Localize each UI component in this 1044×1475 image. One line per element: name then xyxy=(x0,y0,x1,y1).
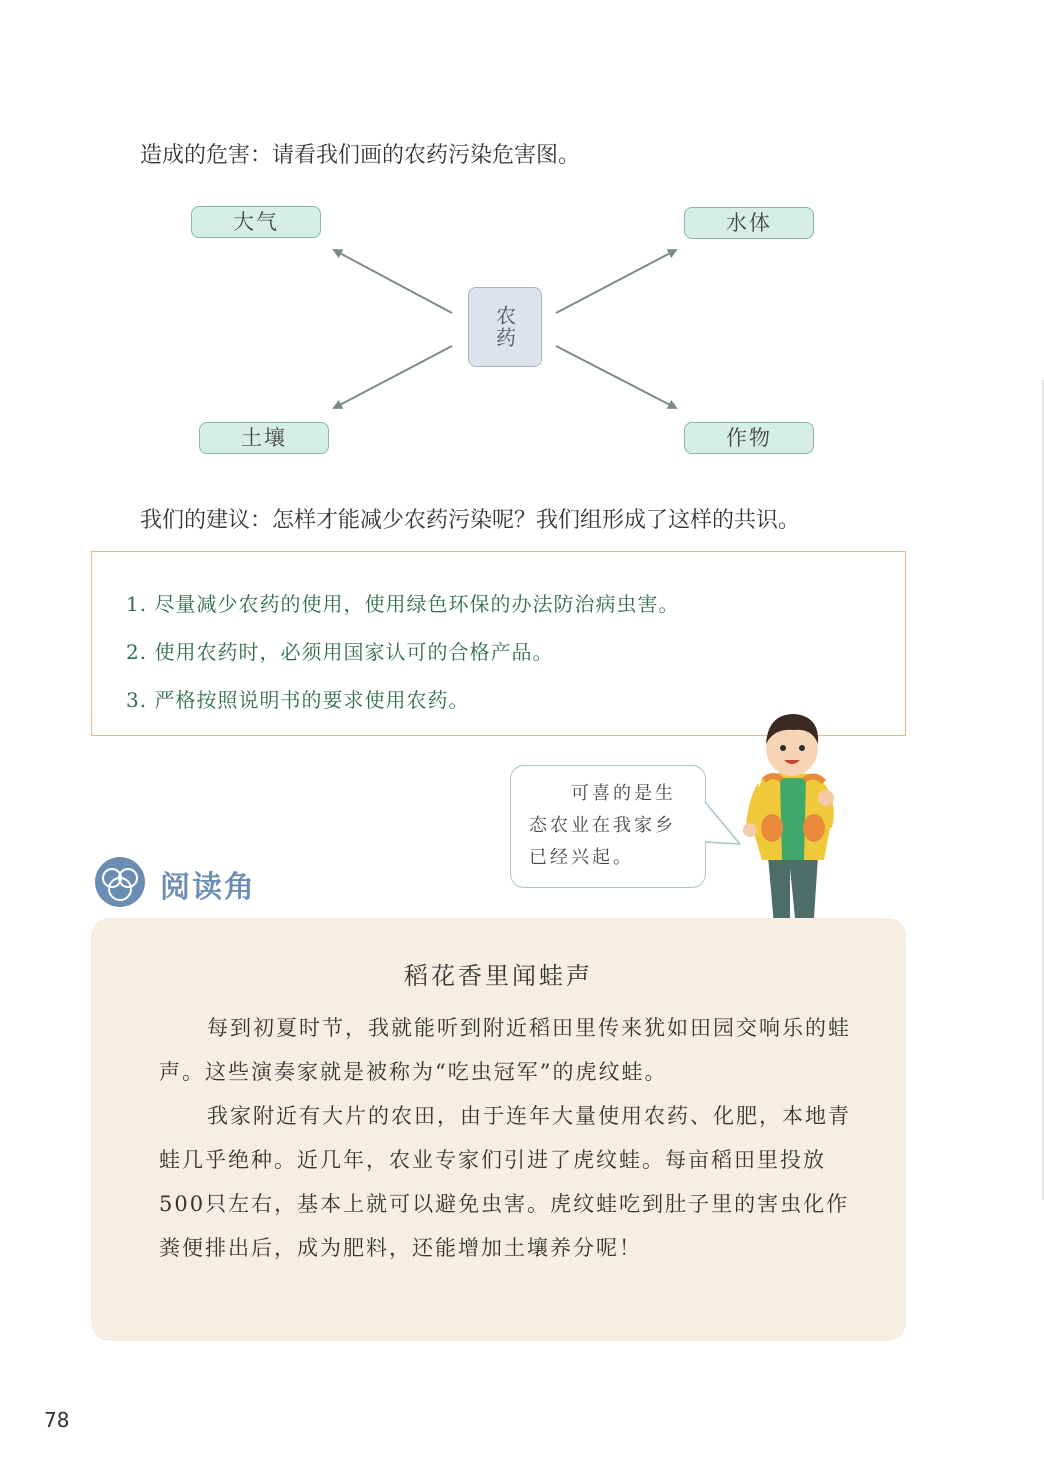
reading-corner-heading: 阅读角 xyxy=(160,870,256,905)
arrow-to-air xyxy=(334,250,452,313)
speech-bubble xyxy=(510,765,706,888)
tip-item-1: 1. 尽量减少农药的使用，使用绿色环保的办法防治病虫害。 xyxy=(126,592,680,616)
pesticide-label: 农药 xyxy=(492,305,517,349)
reading-corner-icon xyxy=(94,856,146,908)
arrow-to-soil xyxy=(334,346,452,408)
page-number: 78 xyxy=(44,1408,70,1432)
crops-node: 作物 xyxy=(684,422,814,454)
tip-item-2: 2. 使用农药时，必须用国家认可的合格产品。 xyxy=(126,640,554,664)
arrow-to-water xyxy=(556,250,676,313)
air-node: 大气 xyxy=(191,206,321,238)
pesticide-node xyxy=(468,287,542,367)
suggestion-intro: 我们的建议：怎样才能减少农药污染呢？我们组形成了这样的共识。 xyxy=(140,508,801,533)
tip-item-3: 3. 严格按照说明书的要求使用农药。 xyxy=(126,688,470,712)
bubble-line-1: 可喜的是生 xyxy=(571,783,676,804)
article-paragraph-2: 我家附近有大片的农田，由于连年大量使用农药、化肥，本地青蛙几乎绝种。近几年，农业专家们引进了虎纹蛙。每亩稻田里投放500只左右，基本上就可以避免虫害。虎纹蛙吃到肚子里的害虫化作粪便排出后，成为肥料，还能增加土壤养分呢！ xyxy=(159,1104,851,1260)
water-node: 水体 xyxy=(684,207,814,239)
diagram-arrows xyxy=(0,0,1044,480)
soil-node: 土壤 xyxy=(199,422,329,454)
pollution-diagram xyxy=(0,0,1044,480)
hazard-intro: 造成的危害：请看我们画的农药污染危害图。 xyxy=(140,143,581,168)
article-title: 稻花香里闻蛙声 xyxy=(404,962,593,990)
bubble-line-2: 态农业在我家乡 xyxy=(529,815,676,836)
reading-box xyxy=(91,918,906,1341)
arrow-to-crops xyxy=(556,346,676,408)
bubble-line-3: 已经兴起。 xyxy=(529,847,634,868)
article-paragraph-1: 每到初夏时节，我就能听到附近稻田里传来犹如田园交响乐的蛙声。这些演奏家就是被称为“吃虫冠军”的虎纹蛙。 xyxy=(159,1016,851,1084)
